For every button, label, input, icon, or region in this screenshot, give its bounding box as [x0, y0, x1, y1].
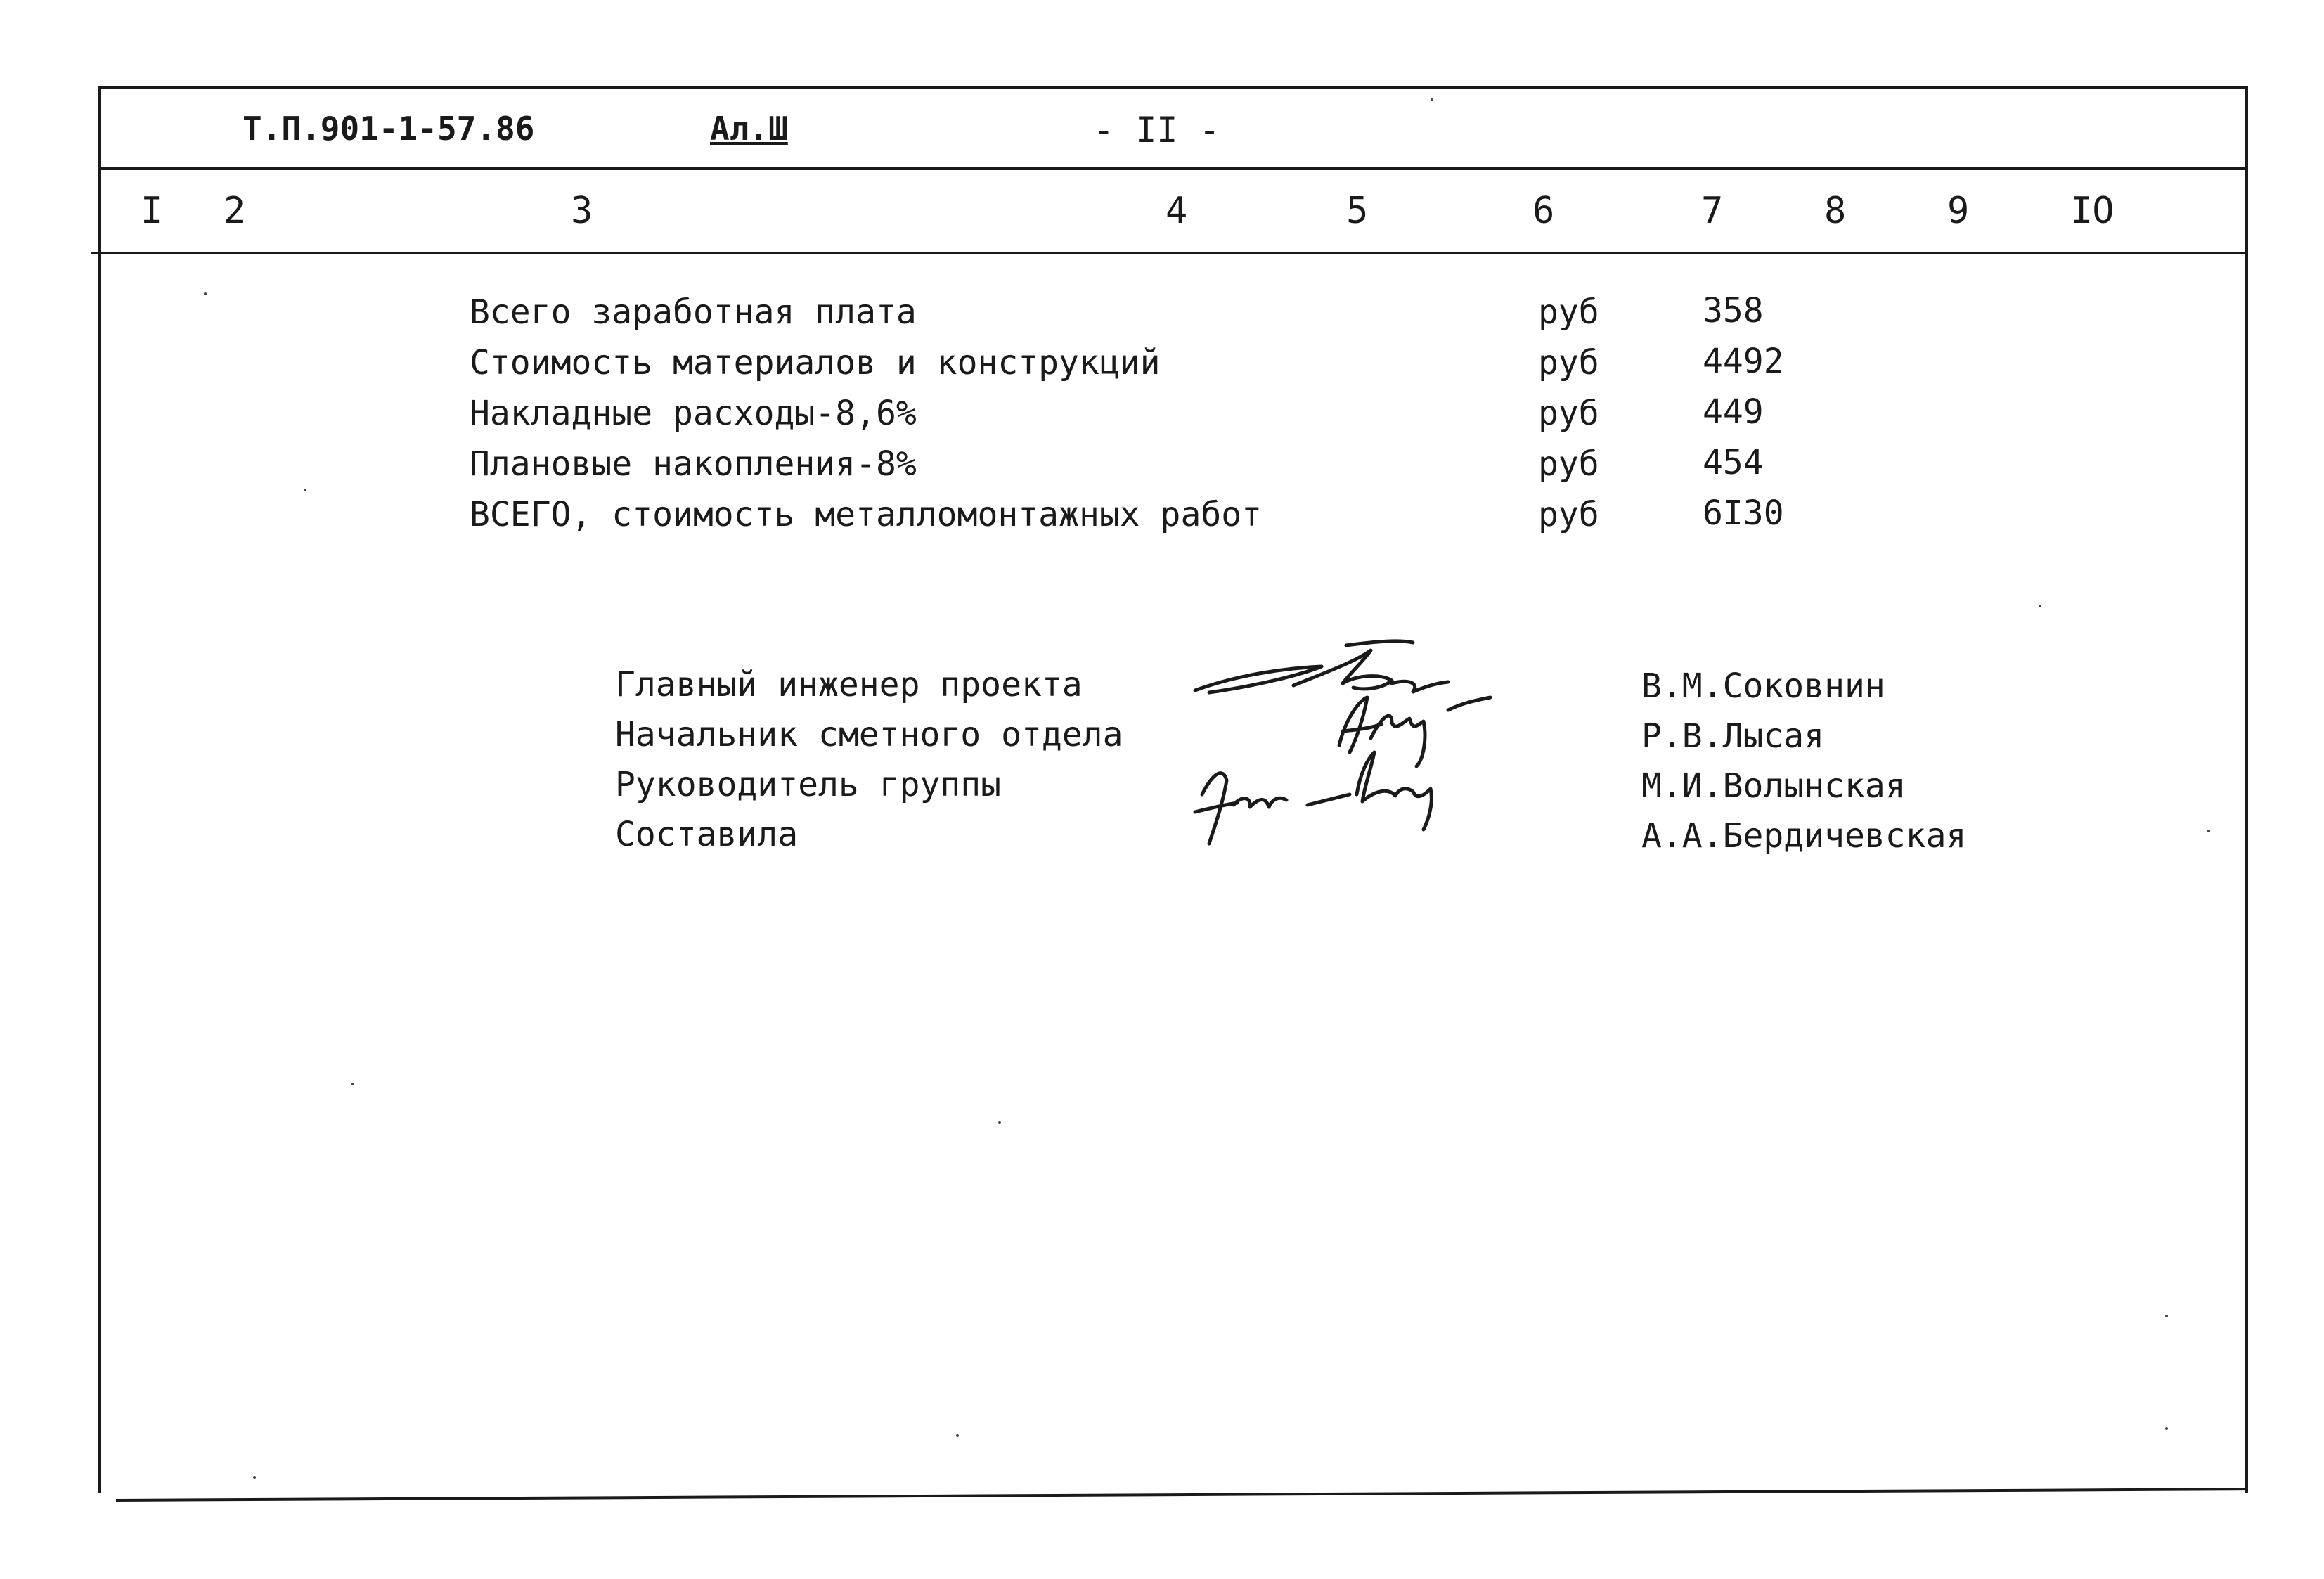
scan-speckle: [956, 1434, 959, 1437]
scan-speckle: [304, 489, 306, 491]
column-number: 9: [1947, 190, 1970, 232]
column-number: IO: [2070, 190, 2115, 232]
row-value: 6I30: [1703, 494, 1784, 533]
column-number: 2: [224, 190, 246, 232]
document-code: Т.П.901-1-57.86: [243, 110, 535, 148]
row-label: Всего заработная плата: [470, 292, 917, 332]
row-label: Стоимость материалов и конструкций: [470, 343, 1161, 382]
column-header-divider: [91, 252, 2247, 254]
album-label: Ал.Ш: [710, 110, 788, 148]
column-number: 7: [1701, 190, 1724, 232]
scan-speckle: [2165, 1427, 2168, 1430]
handwritten-signatures: [1181, 633, 1575, 886]
row-label: Накладные расходы-8,6%: [470, 394, 917, 433]
row-unit: руб: [1538, 444, 1599, 484]
row-value: 358: [1703, 291, 1764, 330]
scan-speckle: [998, 1121, 1001, 1124]
signatory-title: Начальник сметного отдела: [615, 715, 1123, 754]
row-label: Плановые накопления-8%: [470, 444, 917, 484]
signatory-name: В.М.Соковнин: [1641, 666, 1885, 706]
row-unit: руб: [1538, 343, 1599, 382]
row-label: ВСЕГО, стоимость металломонтажных работ: [470, 495, 1263, 534]
signatory-title: Главный инженер проекта: [615, 665, 1083, 704]
signatory-name: М.И.Волынская: [1641, 766, 1906, 806]
scan-speckle: [2039, 605, 2041, 607]
row-value: 454: [1703, 443, 1764, 482]
column-number: 5: [1346, 190, 1369, 232]
row-value: 449: [1703, 392, 1764, 432]
page-frame: [98, 86, 2248, 1493]
column-number: 8: [1824, 190, 1847, 232]
signatory-name: Р.В.Лысая: [1641, 716, 1825, 756]
signatory-title: Составила: [615, 815, 799, 854]
scan-speckle: [253, 1476, 256, 1479]
scan-speckle: [2165, 1315, 2168, 1317]
scan-speckle: [351, 1083, 354, 1085]
scan-speckle: [204, 292, 207, 295]
header-divider: [98, 167, 2248, 170]
scan-speckle: [1431, 98, 1433, 101]
row-unit: руб: [1538, 394, 1599, 433]
signatory-name: А.А.Бердичевская: [1641, 816, 1967, 856]
column-number: I: [141, 190, 163, 232]
signatory-title: Руководитель группы: [615, 765, 1002, 804]
column-number: 4: [1166, 190, 1188, 232]
page-number: - II -: [1093, 110, 1220, 150]
row-unit: руб: [1538, 495, 1599, 534]
column-number: 6: [1532, 190, 1555, 232]
column-number: 3: [571, 190, 593, 232]
row-unit: руб: [1538, 292, 1599, 332]
scan-speckle: [2207, 830, 2210, 832]
row-value: 4492: [1703, 342, 1784, 381]
